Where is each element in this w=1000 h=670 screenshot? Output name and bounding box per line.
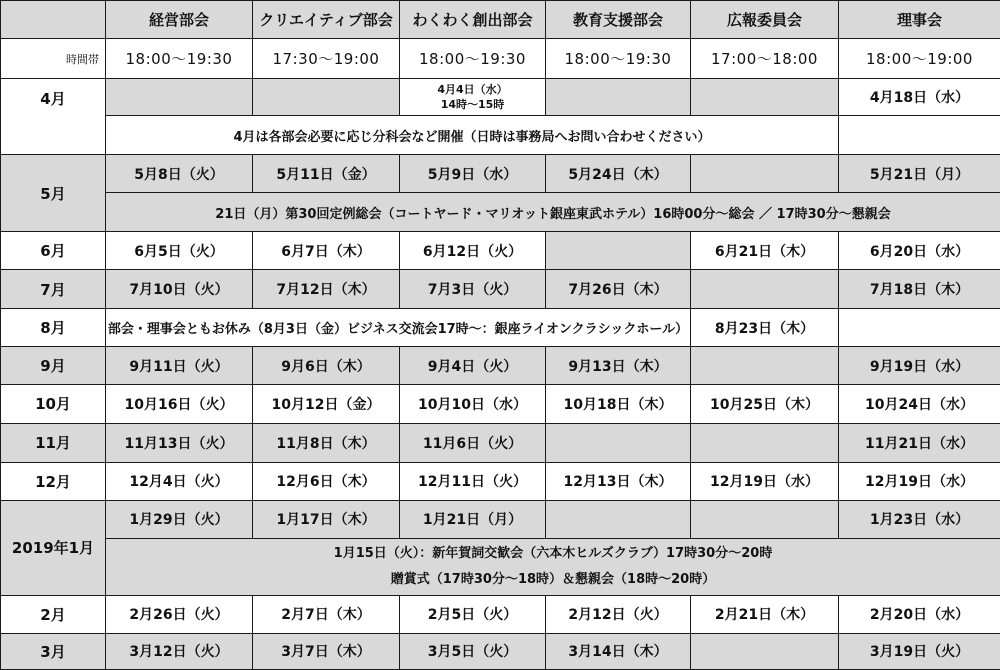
month-label: 2019年1月 <box>1 500 106 595</box>
february-row <box>1 595 1000 633</box>
schedule-cell: 9月19日（水） <box>839 347 1000 385</box>
schedule-cell: 2月7日（木） <box>253 595 400 633</box>
schedule-cell <box>546 423 691 462</box>
schedule-cell: 3月5日（火） <box>400 633 546 669</box>
schedule-cell <box>691 79 839 116</box>
month-label: 11月 <box>1 423 106 462</box>
schedule-cell <box>106 79 253 116</box>
september-row <box>1 347 1000 385</box>
schedule-cell <box>691 155 839 193</box>
schedule-cell: 10月12日（金） <box>253 385 400 423</box>
schedule-cell: 1月17日（木） <box>253 500 400 538</box>
month-label: 2月 <box>1 595 106 633</box>
schedule-cell: 3月14日（木） <box>546 633 691 669</box>
month-label: 6月 <box>1 232 106 270</box>
january-note-line2: 贈賞式（17時30分〜18時）＆懇親会（18時〜20時） <box>390 571 716 587</box>
may-note: 21日（月）第30回定例総会（コートヤード・マリオット銀座東武ホテル）16時00分〜総会 ／ 17時30分〜懇親会 <box>106 193 1000 232</box>
november-row <box>1 423 1000 462</box>
schedule-cell: 12月4日（火） <box>106 462 253 500</box>
schedule-cell <box>546 500 691 538</box>
schedule-cell <box>546 79 691 116</box>
month-label: 10月 <box>1 385 106 423</box>
january-note-row <box>1 538 1000 595</box>
schedule-cell: 6月7日（木） <box>253 232 400 270</box>
august-note: 部会・理事会ともお休み（8月3日（金）ビジネス交流会17時〜：銀座ライオンクラシックホール） <box>106 309 691 347</box>
april-note-row <box>1 116 1000 155</box>
schedule-cell: 5月21日（月） <box>839 155 1000 193</box>
schedule-cell <box>546 232 691 270</box>
month-label: 7月 <box>1 270 106 309</box>
july-row <box>1 270 1000 309</box>
march-row <box>1 633 1000 669</box>
schedule-cell: 3月7日（木） <box>253 633 400 669</box>
schedule-cell: 3月12日（火） <box>106 633 253 669</box>
schedule-cell <box>839 116 1000 155</box>
schedule-cell: 11月8日（木） <box>253 423 400 462</box>
schedule-cell <box>691 500 839 538</box>
schedule-cell: 10月18日（木） <box>546 385 691 423</box>
schedule-cell: 7月26日（木） <box>546 270 691 309</box>
time-cell: 18:00〜19:30 <box>546 39 691 79</box>
schedule-cell: 1月23日（水） <box>839 500 1000 538</box>
schedule-cell: 6月21日（木） <box>691 232 839 270</box>
schedule-cell: 10月25日（木） <box>691 385 839 423</box>
schedule-cell: 11月21日（水） <box>839 423 1000 462</box>
schedule-cell: 1月29日（火） <box>106 500 253 538</box>
schedule-cell: 2月21日（木） <box>691 595 839 633</box>
schedule-cell: 2月20日（水） <box>839 595 1000 633</box>
schedule-cell: 10月10日（水） <box>400 385 546 423</box>
schedule-cell: 9月11日（火） <box>106 347 253 385</box>
schedule-cell: 2月5日（火） <box>400 595 546 633</box>
schedule-cell <box>691 633 839 669</box>
schedule-cell: 9月13日（木） <box>546 347 691 385</box>
schedule-cell: 10月16日（火） <box>106 385 253 423</box>
time-cell: 17:00〜18:00 <box>691 39 839 79</box>
header-corner <box>1 1 106 39</box>
month-label: 9月 <box>1 347 106 385</box>
schedule-cell <box>839 309 1000 347</box>
schedule-cell: 7月10日（火） <box>106 270 253 309</box>
january-row <box>1 500 1000 538</box>
month-label: 5月 <box>1 155 106 232</box>
schedule-cell: 5月11日（金） <box>253 155 400 193</box>
schedule-cell: 11月6日（火） <box>400 423 546 462</box>
january-note-line1: 1月15日（火）：新年賀詞交歓会（六本木ヒルズクラブ）17時30分〜20時 <box>333 545 773 561</box>
schedule-cell: 7月12日（木） <box>253 270 400 309</box>
schedule-cell: 2月26日（火） <box>106 595 253 633</box>
month-label: 4月 <box>1 79 106 155</box>
time-label: 時間帯 <box>1 39 106 79</box>
date-text: 4月4日（水） <box>437 83 508 97</box>
january-note <box>106 538 1000 595</box>
schedule-cell: 6月12日（火） <box>400 232 546 270</box>
schedule-cell <box>400 79 546 116</box>
time-cell: 18:00〜19:00 <box>839 39 1000 79</box>
schedule-cell: 5月24日（木） <box>546 155 691 193</box>
schedule-cell: 5月8日（火） <box>106 155 253 193</box>
month-label: 8月 <box>1 309 106 347</box>
may-note-row <box>1 193 1000 232</box>
may-row <box>1 155 1000 193</box>
schedule-cell: 12月19日（水） <box>839 462 1000 500</box>
header-rijikai: 理事会 <box>839 1 1000 39</box>
header-wakuwaku: わくわく創出部会 <box>400 1 546 39</box>
schedule-cell: 9月6日（木） <box>253 347 400 385</box>
header-kyoiku: 教育支援部会 <box>546 1 691 39</box>
schedule-cell <box>253 79 400 116</box>
schedule-cell <box>691 270 839 309</box>
schedule-cell: 3月19日（火） <box>839 633 1000 669</box>
schedule-cell: 7月3日（火） <box>400 270 546 309</box>
schedule-cell <box>691 347 839 385</box>
schedule-cell: 12月11日（火） <box>400 462 546 500</box>
april-note: 4月は各部会必要に応じ分科会など開催（日時は事務局へお問い合わせください） <box>106 116 839 155</box>
header-keiei: 経営部会 <box>106 1 253 39</box>
header-creative: クリエイティブ部会 <box>253 1 400 39</box>
april-row <box>1 79 1000 116</box>
october-row <box>1 385 1000 423</box>
time-row <box>1 39 1000 79</box>
schedule-cell: 12月13日（木） <box>546 462 691 500</box>
june-row <box>1 232 1000 270</box>
august-row <box>1 309 1000 347</box>
schedule-cell: 8月23日（木） <box>691 309 839 347</box>
schedule-cell: 12月6日（木） <box>253 462 400 500</box>
month-label: 3月 <box>1 633 106 669</box>
schedule-cell: 4月18日（水） <box>839 79 1000 116</box>
december-row <box>1 462 1000 500</box>
schedule-cell: 9月4日（火） <box>400 347 546 385</box>
header-koho: 広報委員会 <box>691 1 839 39</box>
schedule-cell: 12月19日（水） <box>691 462 839 500</box>
time-cell: 18:00〜19:30 <box>400 39 546 79</box>
schedule-cell: 11月13日（火） <box>106 423 253 462</box>
schedule-cell: 6月20日（水） <box>839 232 1000 270</box>
time-cell: 17:30〜19:00 <box>253 39 400 79</box>
schedule-cell: 1月21日（月） <box>400 500 546 538</box>
schedule-cell <box>691 423 839 462</box>
schedule-cell: 6月5日（火） <box>106 232 253 270</box>
schedule-cell: 5月9日（水） <box>400 155 546 193</box>
schedule-cell: 10月24日（水） <box>839 385 1000 423</box>
month-label: 12月 <box>1 462 106 500</box>
header-row <box>1 1 1000 39</box>
time-text: 14時〜15時 <box>440 98 505 112</box>
schedule-cell: 2月12日（火） <box>546 595 691 633</box>
schedule-cell: 7月18日（木） <box>839 270 1000 309</box>
time-cell: 18:00〜19:30 <box>106 39 253 79</box>
